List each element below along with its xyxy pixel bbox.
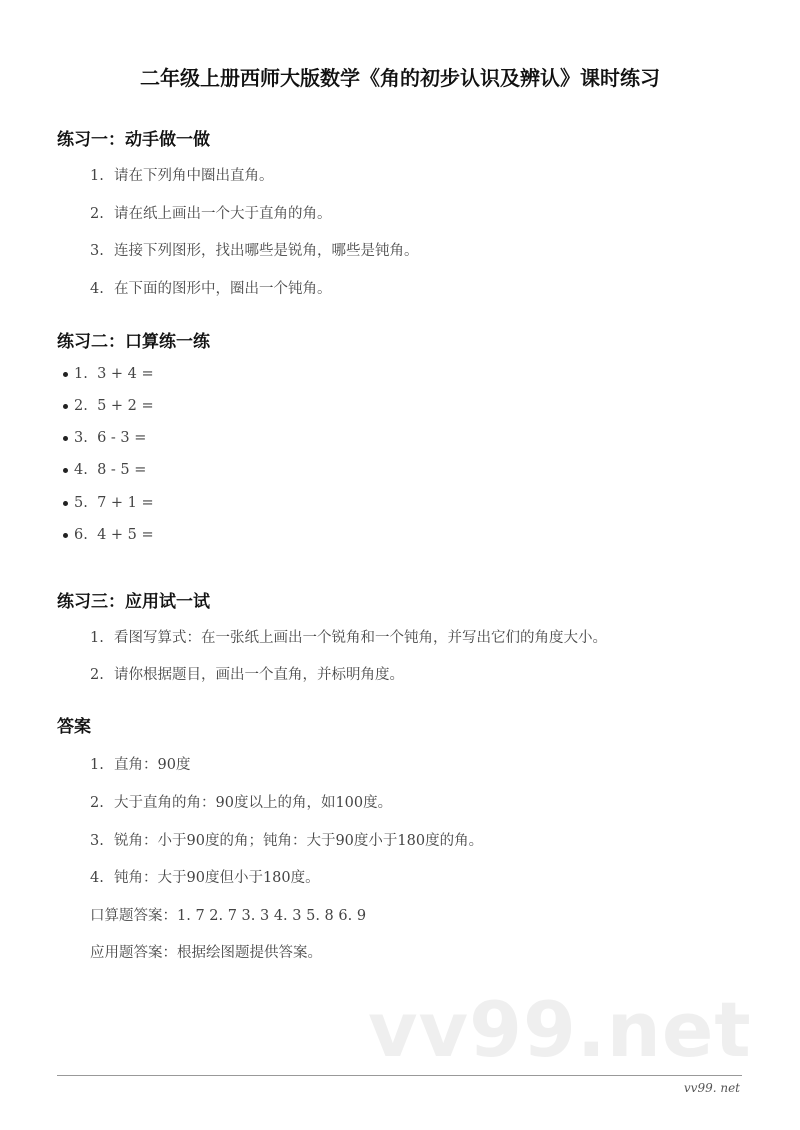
mental-math-answers: 口算题答案：1. 7 2. 7 3. 3 4. 3 5. 8 6. 9	[90, 908, 367, 924]
bullet-icon	[63, 404, 68, 409]
item-number: 1.	[90, 630, 104, 646]
application-answers: 应用题答案：根据绘图题提供答案。	[90, 945, 322, 961]
item-text: 大于直角的角：90度以上的角，如100度。	[114, 795, 393, 811]
item-number: 1.	[90, 168, 104, 184]
bullet-item	[63, 527, 154, 543]
list-item	[90, 866, 320, 887]
bullet-icon	[63, 436, 68, 441]
section-heading-answers: 答案	[57, 717, 91, 737]
item-text: 连接下列图形，找出哪些是锐角，哪些是钝角。	[114, 243, 419, 259]
list-item	[90, 753, 190, 774]
item-text: 请你根据题目，画出一个直角，并标明角度。	[114, 667, 404, 683]
item-number: 3.	[90, 833, 104, 849]
item-number: 2.	[74, 398, 88, 414]
item-text: 看图写算式：在一张纸上画出一个锐角和一个钝角，并写出它们的角度大小。	[114, 630, 607, 646]
item-number: 4.	[90, 870, 104, 886]
item-number: 6.	[74, 527, 88, 543]
list-item	[90, 239, 419, 260]
list-item	[90, 663, 404, 684]
page-title: 二年级上册西师大版数学《角的初步认识及辨认》课时练习	[140, 66, 660, 90]
section-heading-exercise-3: 练习三：应用试一试	[57, 592, 210, 612]
bullet-icon	[63, 501, 68, 506]
list-item	[90, 829, 483, 850]
item-text: 在下面的图形中，圈出一个钝角。	[114, 281, 332, 297]
item-text: 请在纸上画出一个大于直角的角。	[114, 206, 332, 222]
section-heading-exercise-2: 练习二：口算练一练	[57, 332, 210, 352]
item-number: 1.	[90, 757, 104, 773]
item-number: 3.	[74, 430, 88, 446]
item-number: 2.	[90, 667, 104, 683]
item-text: 直角：90度	[114, 757, 191, 773]
watermark: vv99.net	[368, 985, 752, 1074]
item-number: 4.	[74, 462, 88, 478]
list-item	[90, 164, 274, 185]
bullet-item	[63, 462, 146, 478]
bullet-icon	[63, 533, 68, 538]
list-item	[90, 626, 607, 647]
item-text: 7 + 1 =	[97, 495, 154, 511]
bullet-item	[63, 495, 154, 511]
bullet-item	[63, 366, 154, 382]
item-number: 3.	[90, 243, 104, 259]
bullet-item	[63, 398, 154, 414]
item-text: 4 + 5 =	[97, 527, 154, 543]
list-item	[90, 202, 332, 223]
bullet-icon	[63, 468, 68, 473]
item-text: 3 + 4 =	[97, 366, 154, 382]
footer-site: vv99. net	[683, 1081, 740, 1095]
item-number: 1.	[74, 366, 88, 382]
item-number: 5.	[74, 495, 88, 511]
item-text: 请在下列角中圈出直角。	[114, 168, 274, 184]
item-text: 8 - 5 =	[97, 462, 147, 478]
section-heading-exercise-1: 练习一：动手做一做	[57, 130, 210, 150]
item-number: 2.	[90, 795, 104, 811]
list-item	[90, 277, 332, 298]
item-text: 6 - 3 =	[97, 430, 147, 446]
footer-divider	[57, 1075, 742, 1076]
item-text: 钝角：大于90度但小于180度。	[114, 870, 320, 886]
item-number: 4.	[90, 281, 104, 297]
item-number: 2.	[90, 206, 104, 222]
item-text: 锐角：小于90度的角；钝角：大于90度小于180度的角。	[114, 833, 484, 849]
bullet-icon	[63, 372, 68, 377]
item-text: 5 + 2 =	[97, 398, 154, 414]
bullet-item	[63, 430, 146, 446]
list-item	[90, 791, 392, 812]
